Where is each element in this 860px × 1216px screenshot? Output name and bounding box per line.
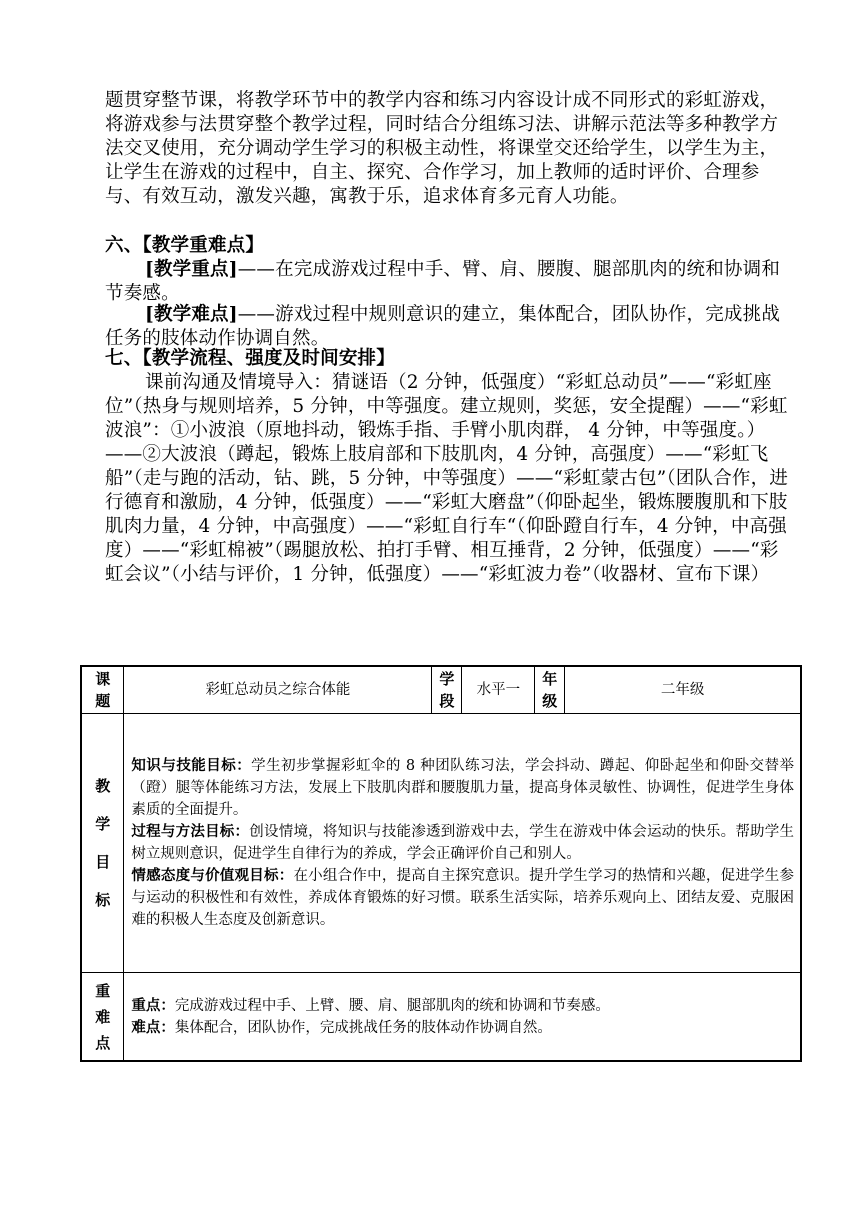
paragraph-teaching-difficulty xyxy=(105,303,793,351)
keypoints-label-cell xyxy=(81,973,124,1062)
difficulty-text: ——游戏过程中规则意识的建立，集体配合，团队协作，完成挑战任务的肢体动作协调自然。 xyxy=(105,304,781,349)
topic-label-cell xyxy=(81,666,124,714)
goal-process-text: 创设情境，将知识与技能渗透到游戏中去，学生在游戏中体会运动的快乐。帮助学生树立规则意识，促进学生自律行为的养成，学会正确评价自己和别人。 xyxy=(131,824,795,862)
goal-process-label: 过程与方法目标： xyxy=(131,823,250,840)
goals-label-cell xyxy=(81,714,124,973)
goal-knowledge-label: 知识与技能目标： xyxy=(131,757,252,774)
focus-text: ——在完成游戏过程中手、臂、肩、腰腹、腿部肌肉的统和协调和节奏感。 xyxy=(105,259,781,304)
section-heading-flow: 七、【教学流程、强度及时间安排】 xyxy=(105,348,395,369)
key-point xyxy=(131,995,794,1017)
goal-process xyxy=(131,821,794,865)
focus-label: [教学重点] xyxy=(145,259,238,280)
difficulty-label: [教学难点] xyxy=(145,304,238,325)
stage-value: 水平一 xyxy=(462,666,535,714)
hard-point-label: 难点： xyxy=(131,1018,175,1036)
topic-label: 课题 xyxy=(95,670,111,710)
goals-content xyxy=(124,714,801,973)
goal-attitude-label: 情感态度与价值观目标： xyxy=(131,867,294,884)
grade-label-cell xyxy=(535,666,565,714)
stage-label: 学段 xyxy=(439,670,455,710)
hard-point-text: 集体配合，团队协作，完成挑战任务的肢体动作协调自然。 xyxy=(174,1019,552,1036)
goal-knowledge-text: 学生初步掌握彩虹伞的 8 种团队练习法，学会抖动、蹲起、仰卧起坐和仰卧交替举（蹬）腿等体能练习方法，发展上下肢肌肉群和腰腹肌力量，提高身体灵敏性、协调性，促进学生身体素质的全面提升。 xyxy=(131,758,794,818)
key-point-text: 完成游戏过程中手、上臂、腰、肩、腿部肌肉的统和协调和节奏感。 xyxy=(174,997,610,1014)
keypoints-label: 重难点 xyxy=(95,981,111,1052)
paragraph-teaching-flow: 课前沟通及情境导入：猜谜语（2 分钟，低强度）“彩虹总动员”——“彩虹座位”（热身与规则培养，5 分钟，中等强度。建立规则，奖惩，安全提醒）——“彩虹波浪”：①小波浪（原地抖动，锻炼手指、手臂小肌肉群， 4 分钟，中等强度。）——②大波浪（蹲起，锻炼上肢肩部和下肢肌肉，4 分钟，高强度）——“彩虹飞船”（走与跑的活动，钻、跳，5 分钟，中等强度）——“彩虹蒙古包”（团队合作，进行德育和激励，4 分钟，低强度）——“彩虹大磨盘”（仰卧起坐，锻炼腰腹肌和下肢肌肉力量，4 分钟，中高强度）——“彩虹自行车“（仰卧蹬自行车，4 分钟，中高强度）——“彩虹棉被”（踢腿放松、拍打手臂、相互捶背，2 分钟，低强度）——“彩虹会议”（小结与评价，1 分钟，低强度）——“彩虹波力卷”（收器材、宣布下课） xyxy=(105,372,789,585)
paragraph-teaching-focus xyxy=(105,258,793,306)
goal-attitude xyxy=(131,865,794,931)
table-row-header xyxy=(81,666,801,714)
goal-attitude-text: 在小组合作中，提高自主探究意识。提升学生学习的热情和兴趣，促进学生参与运动的积极性和有效性，养成体育锻炼的好习惯。联系生活实际，培养乐观向上、团结友爱、克服困难的积极人生态度及创新意识。 xyxy=(131,868,795,928)
stage-label-cell xyxy=(432,666,462,714)
grade-value: 二年级 xyxy=(565,666,801,714)
table-row-keypoints xyxy=(81,973,801,1062)
keypoints-content xyxy=(124,973,801,1062)
goal-knowledge xyxy=(131,755,794,821)
table-row-goals xyxy=(81,714,801,973)
lesson-table xyxy=(80,665,802,1062)
goals-label: 教学目标 xyxy=(95,777,111,909)
hard-point xyxy=(131,1017,794,1039)
grade-label: 年级 xyxy=(542,670,558,710)
paragraph-teaching-method: 题贯穿整节课，将教学环节中的教学内容和练习内容设计成不同形式的彩虹游戏，将游戏参与法贯穿整个教学过程，同时结合分组练习法、讲解示范法等多种教学方法交叉使用，充分调动学生学习的积极主动性，将课堂交还给学生，以学生为主，让学生在游戏的过程中，自主、探究、合作学习，加上教师的适时评价、合理参与、有效互动，激发兴趣，寓教于乐，追求体育多元育人功能。 xyxy=(105,90,779,207)
key-point-label: 重点： xyxy=(131,996,175,1014)
topic-value: 彩虹总动员之综合体能 xyxy=(124,666,432,714)
section-heading-key-points: 六、【教学重难点】 xyxy=(105,235,265,256)
